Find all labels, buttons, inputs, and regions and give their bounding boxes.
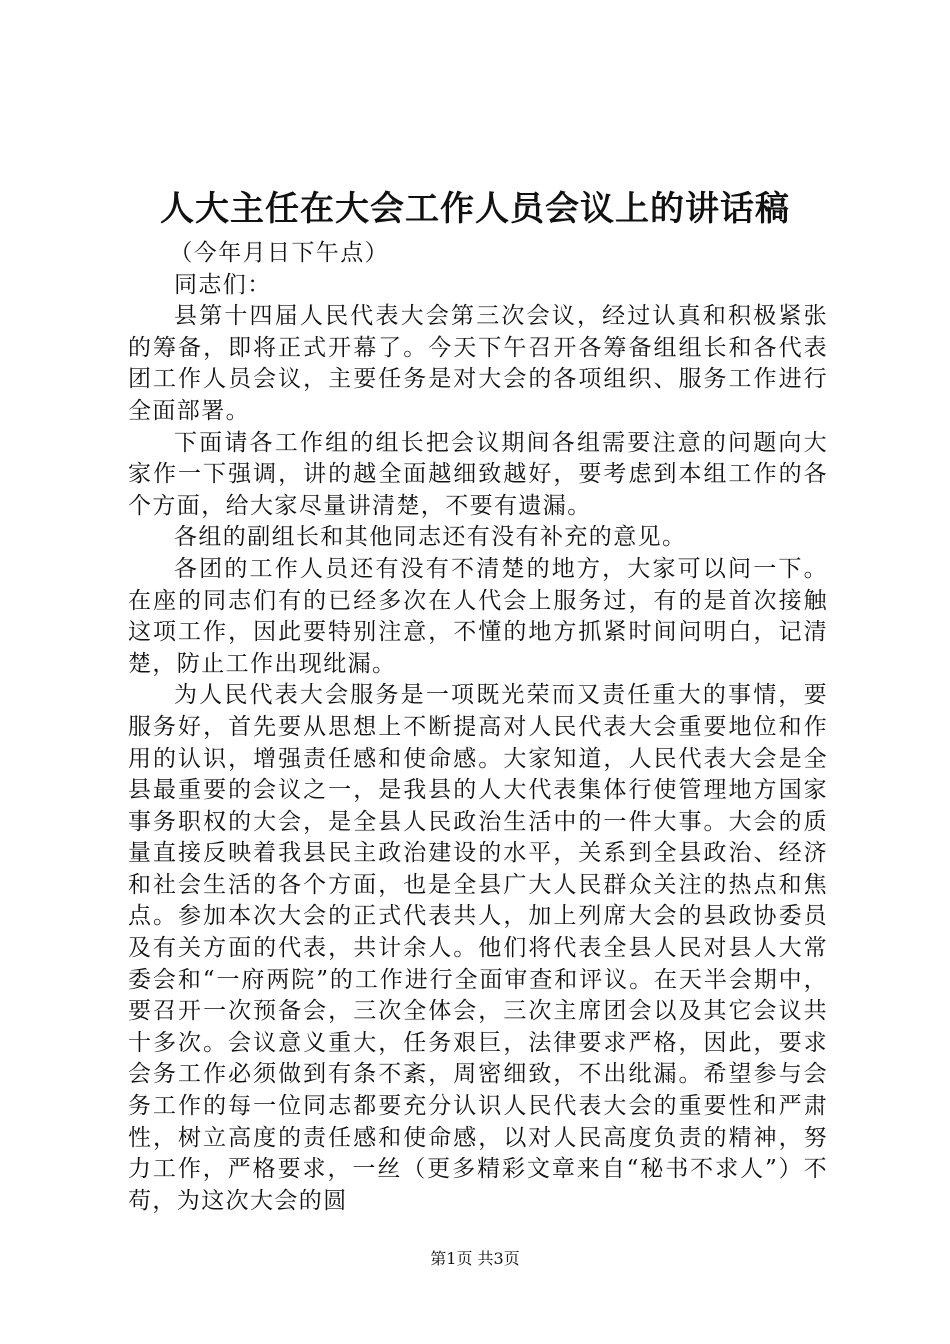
paragraph: 各组的副组长和其他同志还有没有补充的意见。 [174, 524, 687, 551]
document-title: 人大主任在大会工作人员会议上的讲话稿 [160, 189, 790, 229]
page-footer: 第1页 共3页 [430, 1249, 520, 1268]
paragraph: 各团的工作人员还有没有不清楚的地方，大家可以问一下。在座的同志们有的已经多次在人代会上服务过，有的是首次接触这项工作，因此要特别注意，不懂的地方抓紧时间问明白，记清楚，防止工作出现纰漏。 [128, 555, 828, 677]
paragraph: 为人民代表大会服务是一项既光荣而又责任重大的事情，要服务好，首先要从思想上不断提高对人民代表大会重要地位和作用的认识，增强责任感和使命感。大家知道，人民代表大会是全县最重要的会议之一，是我县的人大代表集体行使管理地方国家事务职权的大会，是全县人民政治生活中的一件大事。大会的质量直接反映着我县民主政治建设的水平，关系到全县政治、经济和社会生活的各个方面，也是全县广大人民群众关注的热点和焦点。参加本次大会的正式代表共人，加上列席大会的县政协委员及有关方面的代表，共计余人。他们将代表全县人民对县人大常委会和“一府两院”的工作进行全面审查和评议。在天半会期中，要召开一次预备会，三次全体会，三次主席团会以及其它会议共十多次。会议意义重大，任务艰巨，法律要求严格，因此，要求会务工作必须做到有条不紊，周密细致，不出纰漏。希望参与会务工作的每一位同志都要充分认识人民代表大会的重要性和严肃性，树立高度的责任感和使命感，以对人民高度负责的精神，努力工作，严格要求，一丝（更多精彩文章来自“秘书不求人”）不苟，为这次大会的圆 [128, 682, 828, 1214]
paragraph: 下面请各工作组的组长把会议期间各组需要注意的问题向大家作一下强调，讲的越全面越细致越好，要考虑到本组工作的各个方面，给大家尽量讲清楚，不要有遗漏。 [128, 429, 828, 519]
date-line: （今年月日下午点） [169, 240, 389, 266]
paragraph: 县第十四届人民代表大会第三次会议，经过认真和积极紧张的筹备，即将正式开幕了。今天下午召开各筹备组组长和各代表团工作人员会议，主要任务是对大会的各项组织、服务工作进行全面部署。 [128, 303, 828, 424]
salutation: 同志们： [174, 271, 272, 298]
document-body [128, 238, 828, 1217]
